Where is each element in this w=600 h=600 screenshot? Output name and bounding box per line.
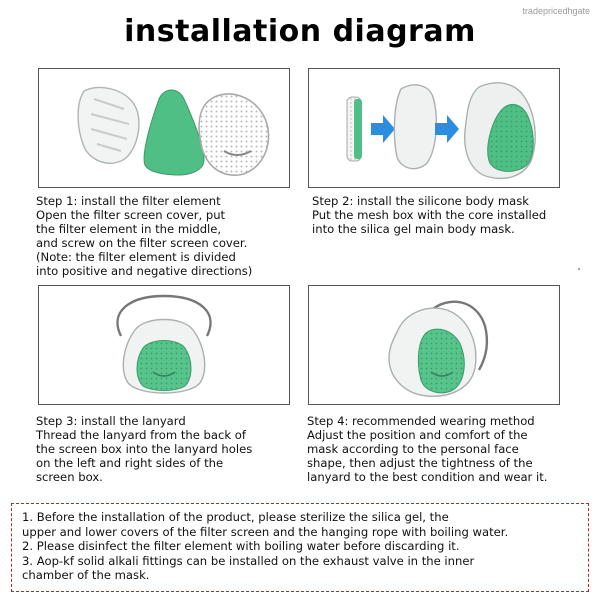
step3-heading: Step 3: install the lanyard	[36, 414, 186, 428]
step1-line: and screw on the filter screen cover.	[36, 236, 248, 250]
step3-line: the screen box into the lanyard holes	[36, 442, 253, 456]
step3-image-panel	[38, 285, 290, 405]
step1-line: (Note: the filter element is divided	[36, 250, 236, 264]
worn-mask-side-view	[389, 308, 476, 396]
step3-line: screen box.	[36, 470, 103, 484]
step1-line: Open the filter screen cover, put	[36, 208, 226, 222]
arrow-icon	[435, 115, 459, 143]
green-filter-element	[144, 90, 204, 175]
silicone-body-mask-side	[394, 85, 436, 169]
step4-line: Adjust the position and comfort of the	[307, 428, 528, 442]
step2-line: into the silica gel main body mask.	[312, 222, 515, 236]
watermark: tradepricedhgate	[522, 6, 590, 16]
arrow-icon	[371, 115, 395, 143]
step1-line: into positive and negative directions)	[36, 264, 253, 278]
step1-description	[36, 194, 252, 278]
mask-with-lanyard	[123, 320, 204, 394]
step4-line: shape, then adjust the tightness of the	[307, 456, 533, 470]
step4-heading: Step 4: recommended wearing method	[307, 414, 535, 428]
note-line: chamber of the mask.	[22, 568, 150, 582]
note-line: upper and lower covers of the filter screen and the hanging rope with boiling water.	[22, 524, 509, 539]
page-title: installation diagram	[124, 14, 476, 49]
note-line: 2. Please disinfect the filter element with boiling water before discarding it.	[22, 539, 460, 553]
step3-line: Thread the lanyard from the back of	[36, 428, 246, 442]
filter-screen-inner-cover	[78, 87, 139, 163]
step4-description	[307, 414, 547, 484]
step4-image-panel	[308, 285, 560, 405]
step4-line: lanyard to the best condition and wear it.	[307, 470, 548, 484]
step3-description	[36, 414, 252, 484]
filter-screen-outer-cover	[199, 94, 268, 175]
step2-line: Put the mesh box with the core installed	[312, 208, 547, 222]
step3-line: on the left and right sides of the	[36, 456, 224, 470]
step1-line: the filter element in the middle,	[36, 222, 222, 236]
step1-heading: Step 1: install the filter element	[36, 194, 221, 208]
step2-heading: Step 2: install the silicone body mask	[312, 194, 529, 208]
notes-list	[22, 510, 508, 583]
assembled-mask	[465, 83, 535, 179]
stray-dot	[578, 268, 580, 270]
step1-image-panel	[38, 68, 290, 188]
step4-line: mask according to the personal face	[307, 442, 519, 456]
note-line: 1. Before the installation of the product, please sterilize the silica gel, the	[22, 510, 449, 524]
step2-image-panel	[308, 68, 560, 188]
filter-box-assembly	[347, 97, 362, 161]
note-line: 3. Aop-kf solid alkali fittings can be installed on the exhaust valve in the inner	[22, 553, 475, 568]
step2-description	[312, 194, 546, 236]
